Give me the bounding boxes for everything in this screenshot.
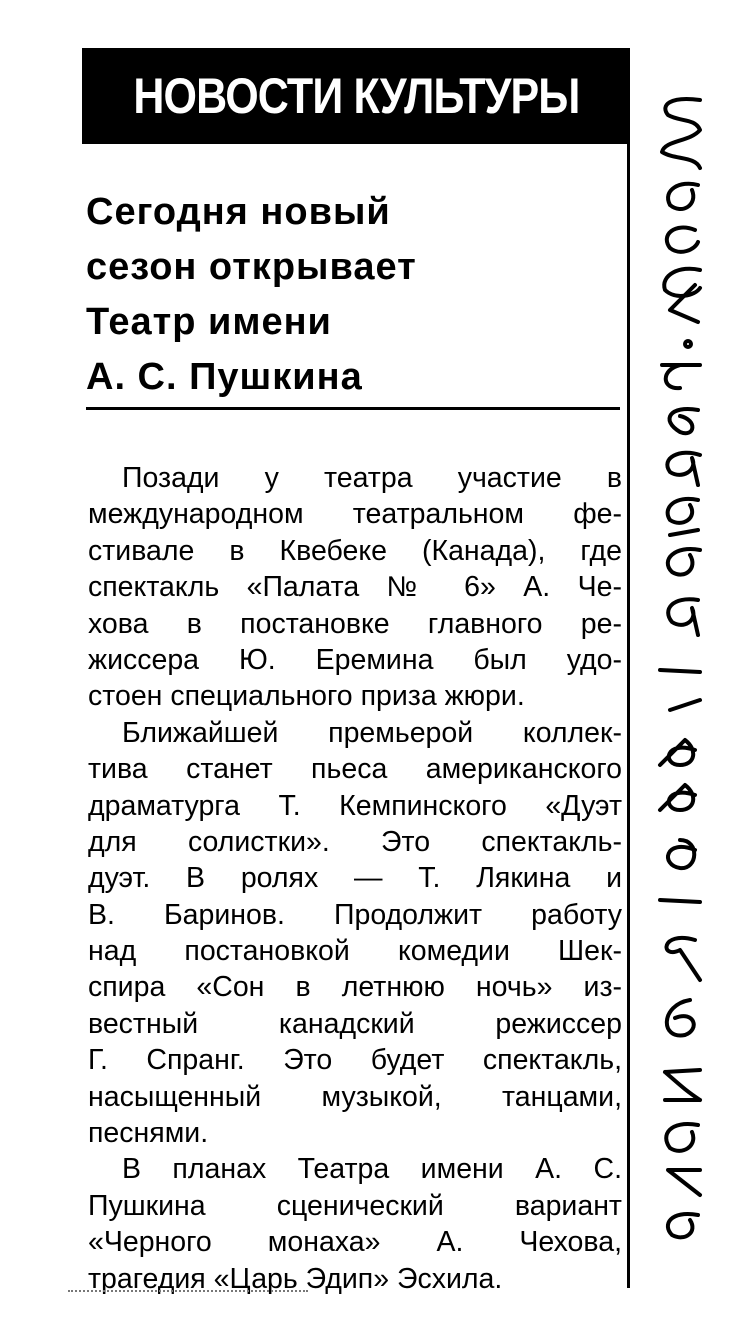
body-line: В. Баринов. Продолжит работу [88, 898, 622, 931]
body-line: тива станет пьеса американского [88, 753, 622, 786]
body-line: Пушкина сценический вариант [88, 1189, 622, 1222]
body-line: драматурга Т. Кемпинского «Дуэт [88, 789, 622, 822]
body-line: над постановкой комедии Шек- [88, 935, 622, 968]
headline-line: Сегодня новый [86, 191, 391, 233]
headline-line: Театр имени [86, 301, 332, 343]
clipping-edge [68, 1290, 308, 1294]
body-line: жиссера Ю. Еремина был удо- [88, 643, 622, 676]
rubric-title: НОВОСТИ КУЛЬТУРЫ [132, 68, 580, 124]
headline-line: сезон открывает [86, 246, 417, 288]
body-line: «Черного монаха» А. Чехова, [88, 1226, 622, 1259]
body-line: стивале в Квебеке (Канада), где [88, 534, 622, 567]
body-line: спектакль «Палата № 6» А. Че- [88, 571, 622, 604]
article-headline [86, 185, 606, 405]
body-line: дуэт. В ролях — Т. Лякина и [88, 862, 622, 895]
headline-line: А. С. Пушкина [86, 356, 363, 398]
body-line: международном театральном фе- [88, 498, 622, 531]
rubric-banner [82, 48, 630, 144]
body-line: трагедия «Царь Эдип» Эсхила. [88, 1262, 503, 1295]
body-line: хова в постановке главного ре- [88, 607, 622, 640]
body-line: Позади у театра участие в [122, 462, 622, 494]
body-line: В планах Театра имени А. С. [122, 1153, 622, 1186]
headline-divider [86, 407, 620, 410]
body-line: насыщенный музыкой, танцами, [88, 1080, 622, 1113]
body-line: вестный канадский режиссер [88, 1007, 622, 1040]
body-line: Г. Спранг. Это будет спектакль, [88, 1044, 622, 1077]
body-line: стоен специального приза жюри. [88, 680, 525, 713]
column-rule [627, 48, 630, 1288]
body-line: спира «Сон в летнюю ночь» из- [88, 971, 622, 1004]
handwritten-annotation [640, 60, 720, 1260]
article-body [88, 460, 622, 1297]
body-line: песнями. [88, 1117, 209, 1150]
body-line: для солистки». Это спектакль- [88, 825, 622, 858]
body-line: Ближайшей премьерой коллек- [122, 716, 622, 749]
